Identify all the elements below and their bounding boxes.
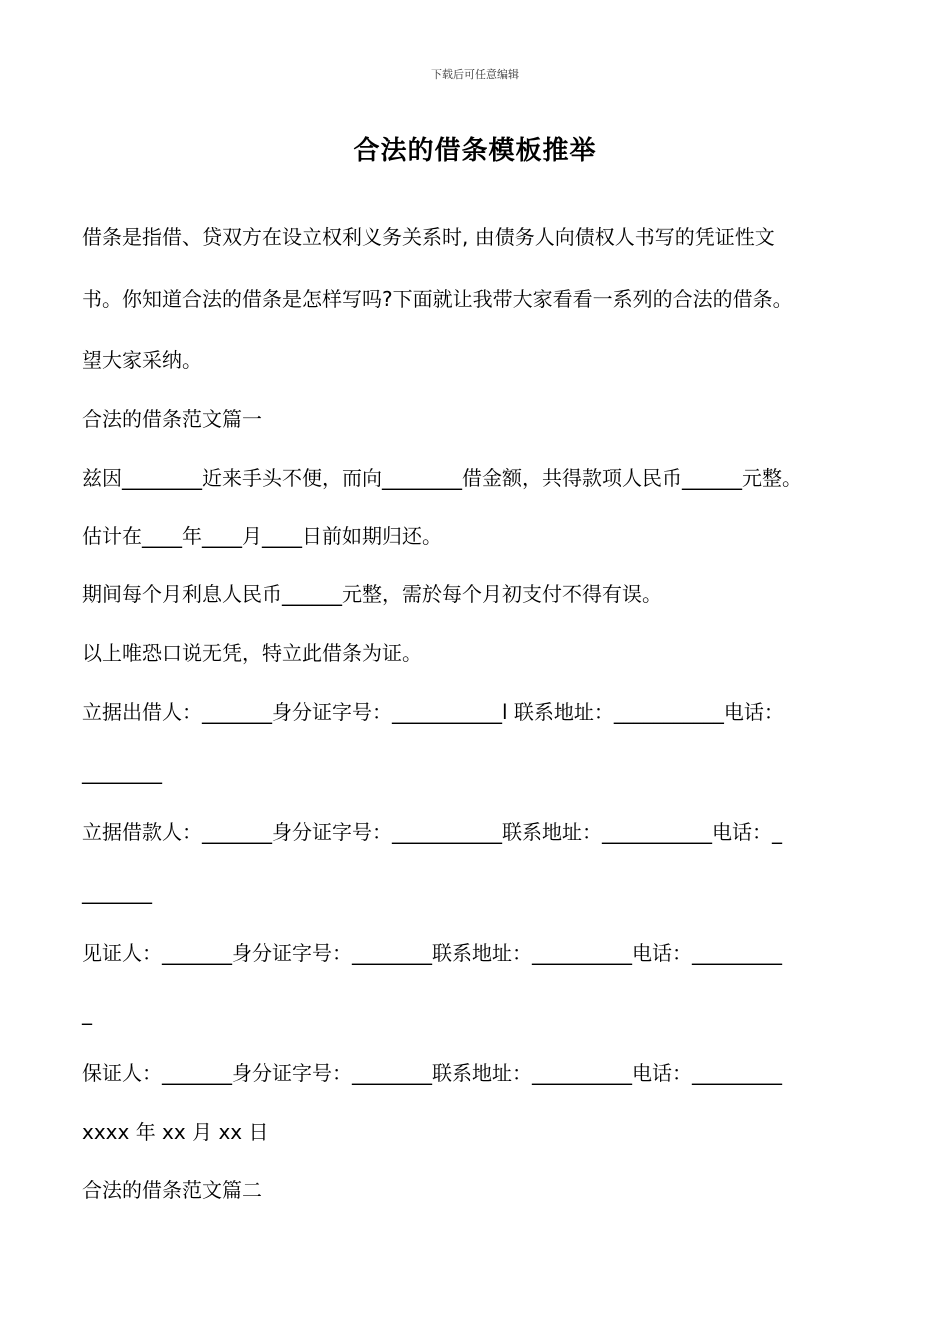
body-line-4: 以上唯恐口说无凭，特立此借条为证。 [82, 641, 422, 665]
header-note: 下载后可任意编辑 [431, 68, 519, 81]
lender-line-cont: ________ [82, 760, 162, 784]
borrower-line-cont: _______ [82, 880, 152, 904]
borrower-line: 立据借款人：_______身分证字号：___________联系地址：___________电话：_ [82, 820, 782, 844]
body-line-2: 估计在____年____月____日前如期归还。 [82, 524, 442, 548]
body-line-1: 兹因________近来手头不便，而向________借金额，共得款项人民币______元整。 [82, 466, 802, 490]
intro-line-1: 借条是指借、贷双方在设立权利义务关系时, 由债务人向债权人书写的凭证性文 [82, 225, 775, 249]
document-title: 合法的借条模板推举 [353, 136, 597, 166]
witness-line: 见证人：_______身分证字号：________联系地址：__________电话：_________ [82, 941, 782, 965]
guarantor-line: 保证人：_______身分证字号：________联系地址：__________电话：_________ [82, 1061, 782, 1085]
section-heading-2: 合法的借条范文篇二 [82, 1178, 262, 1202]
section-heading-1: 合法的借条范文篇一 [82, 407, 262, 431]
witness-line-cont: _ [82, 1001, 92, 1025]
intro-line-3: 望大家采纳。 [82, 348, 202, 372]
body-line-3: 期间每个月利息人民币______元整，需於每个月初支付不得有误。 [82, 582, 662, 606]
intro-line-2: 书。你知道合法的借条是怎样写吗?下面就让我带大家看看一系列的合法的借条。 [82, 287, 793, 311]
lender-line: 立据出借人：_______身分证字号：___________l 联系地址：___________电话： [82, 700, 784, 724]
date-line: xxxx 年 xx 月 xx 日 [82, 1120, 269, 1144]
